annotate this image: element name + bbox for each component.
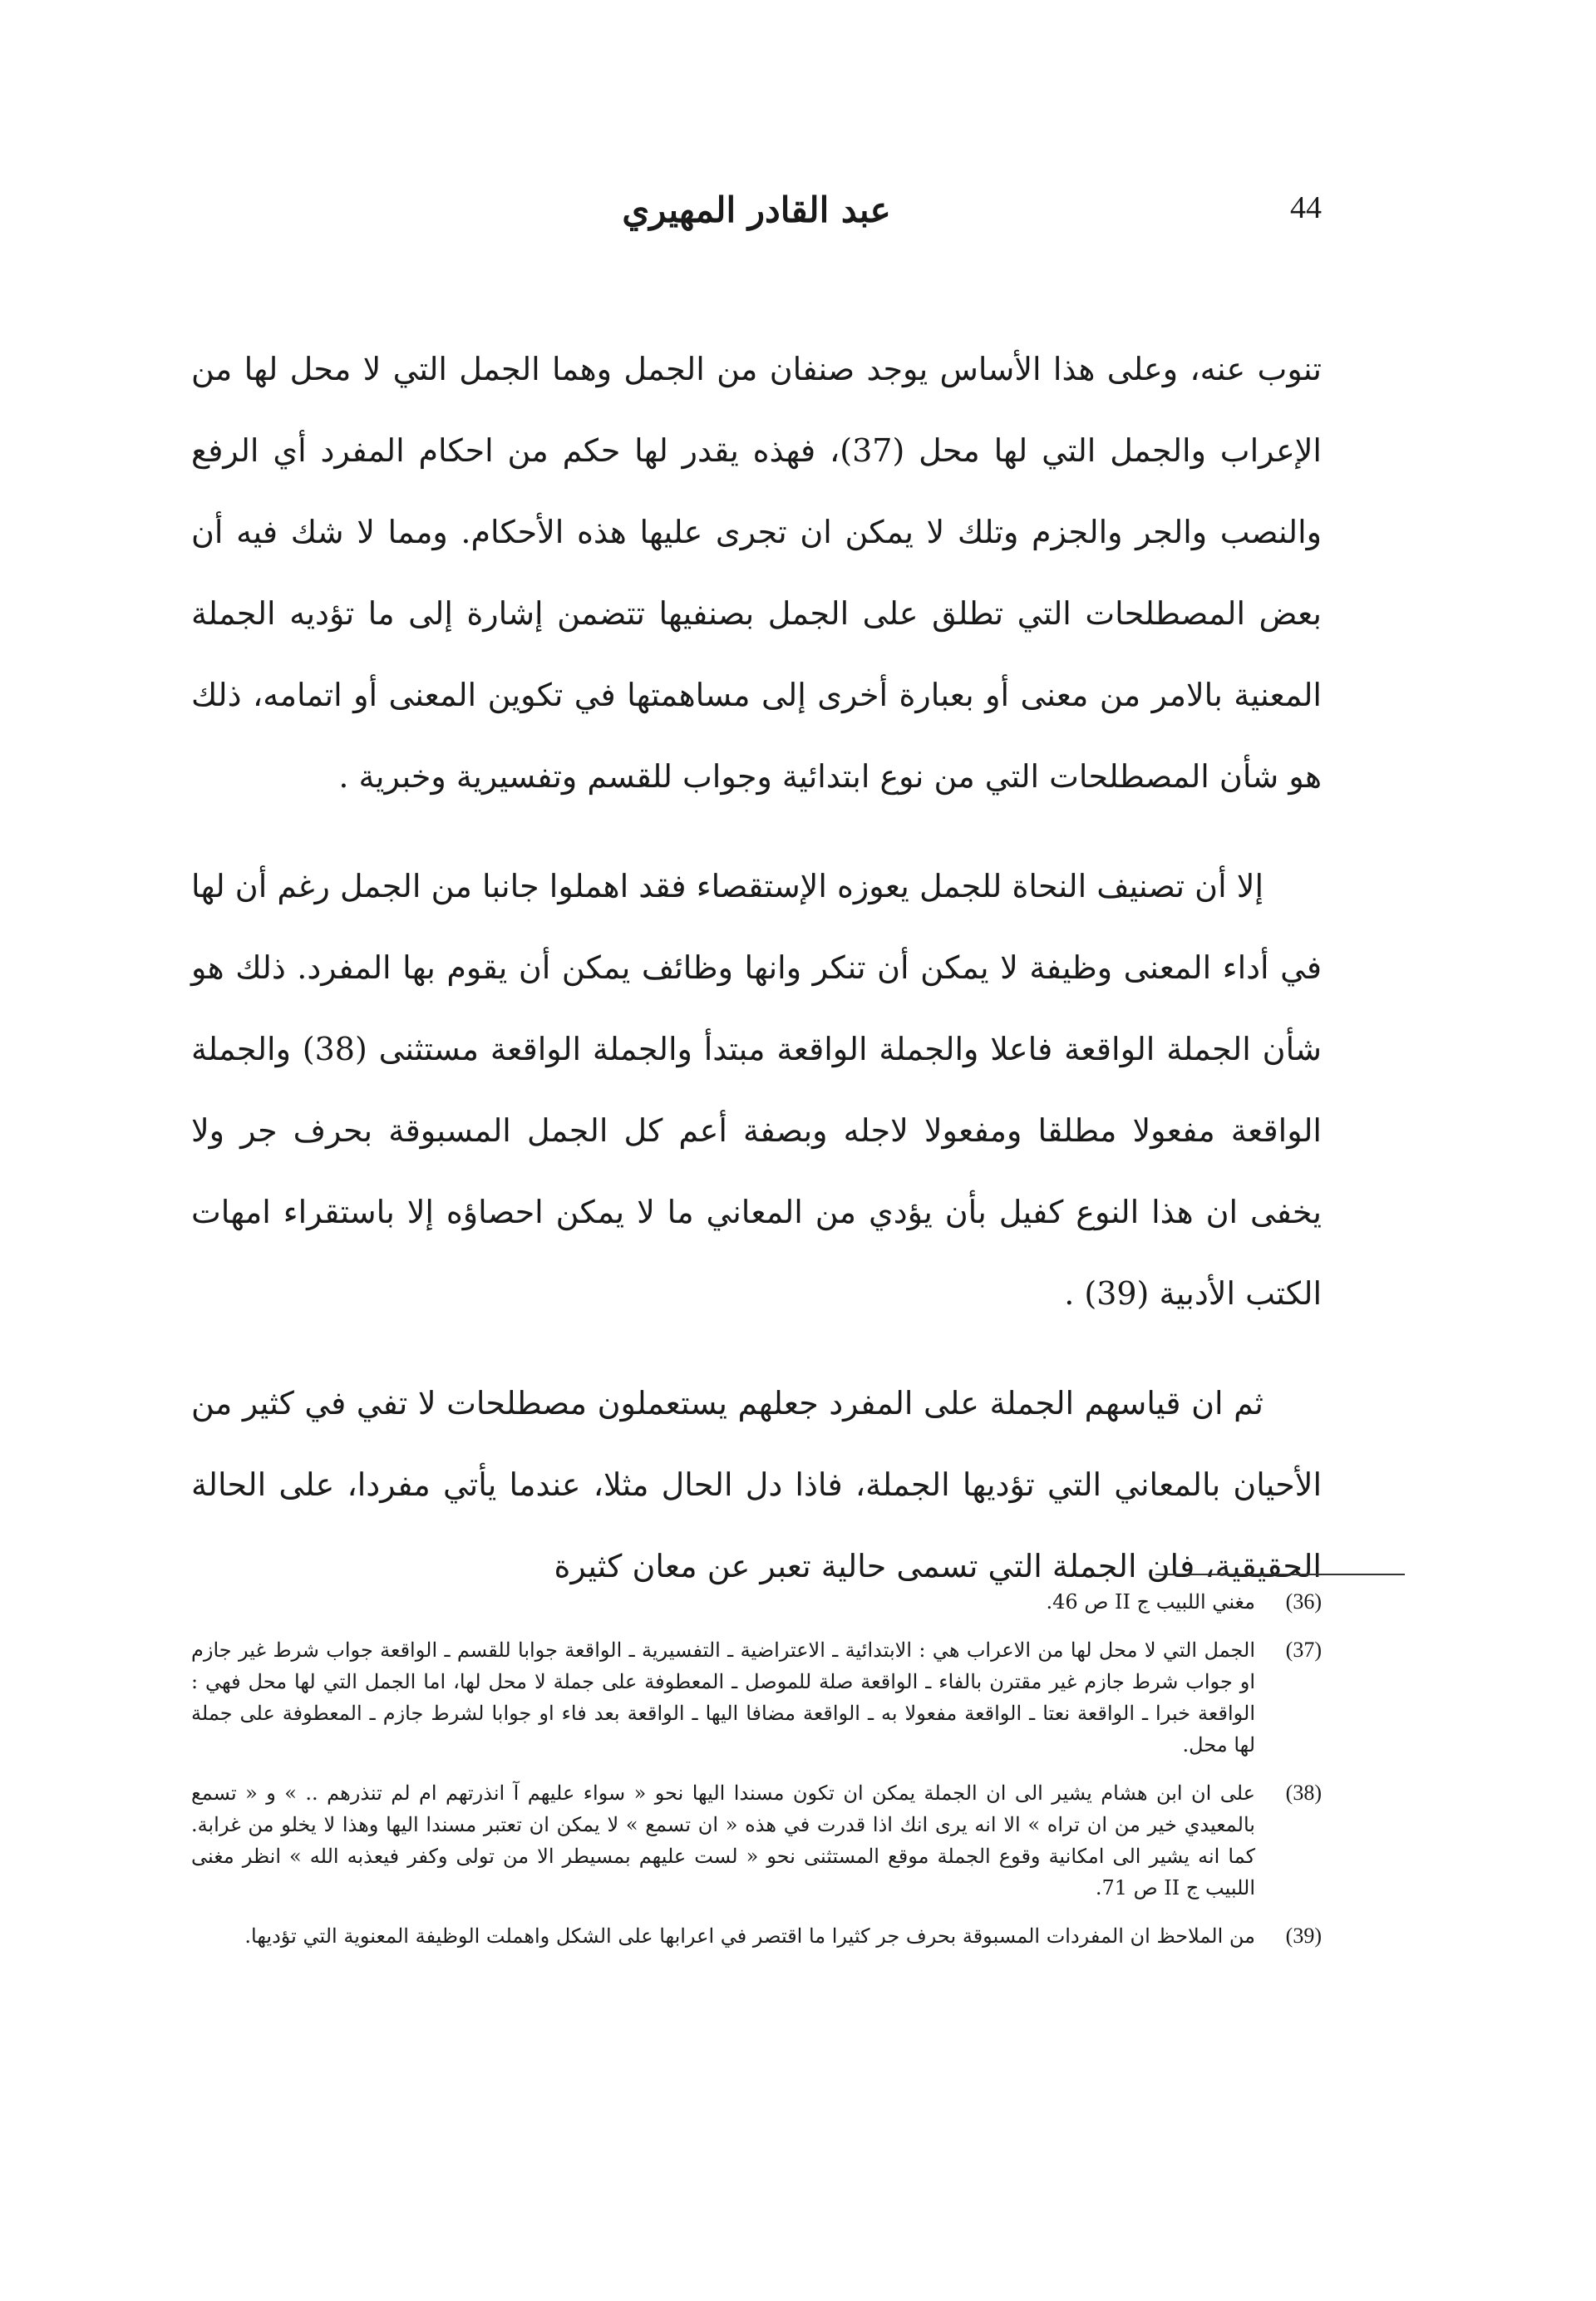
footnote-number: (38)	[1285, 1781, 1322, 1805]
footnote-text: على ان ابن هشام يشير الى ان الجملة يمكن ان تكون مسندا اليها نحو « سواء عليهم آ انذرتهم ام لم تنذرهم .. » و « تسمع بالمعيدي خير من ان تراه » الا انه يرى انك اذا قدرت في هذه « ان تسمع » لا يمكن ان تعتبر مسندا اليها وهذا لا يخلو من غرابة. كما انه يشير الى امكانية وقوع الجملة موقع المستثنى نحو « لست عليهم بمسيطر الا من تولى وكفر فيعذبه الله » انظر مغنى اللبيب ج II ص 71.	[191, 1781, 1255, 1899]
body-text	[191, 328, 1322, 1607]
paragraph-2: إلا أن تصنيف النحاة للجمل يعوزه الإستقصاء فقد اهملوا جانبا من الجمل رغم أن لها في أداء المعنى وظيفة لا يمكن أن تنكر وانها وظائف يمكن أن يقوم بها المفرد. ذلك هو شأن الجملة الواقعة فاعلا والجملة الواقعة مبتدأ والجملة الواقعة مستثنى (38) والجملة الواقعة مفعولا مطلقا ومفعولا لاجله وبصفة أعم كل الجمل المسبوقة بحرف جر ولا يخفى ان هذا النوع كفيل بأن يؤدي من المعاني ما لا يمكن احصاؤه إلا باستقراء امهات الكتب الأدبية (39) .	[191, 868, 1322, 1312]
footnote-text: مغني اللبيب ج II ص 46.	[1046, 1590, 1255, 1614]
running-title: عبد القادر المهيري	[622, 190, 891, 230]
paragraph-3: ثم ان قياسهم الجملة على المفرد جعلهم يستعملون مصطلحات لا تفي في كثير من الأحيان بالمعاني التي تؤديها الجملة، فاذا دل الحال مثلا، عندما يأتي مفردا، على الحالة الحقيقية، فان الجملة التي تسمى حالية تعبر عن معان كثيرة	[191, 1385, 1322, 1584]
footnote-number: (36)	[1285, 1589, 1322, 1614]
running-head	[191, 190, 1322, 248]
footnote-divider	[1155, 1574, 1405, 1575]
footnotes	[191, 1586, 1322, 1968]
footnote-39	[191, 1920, 1322, 1952]
footnote-text: من الملاحظ ان المفردات المسبوقة بحرف جر كثيرا ما اقتصر في اعرابها على الشكل واهملت الوظيفة المعنوية التي تؤديها.	[244, 1924, 1255, 1948]
footnote-number: (39)	[1285, 1924, 1322, 1948]
footnote-37	[191, 1634, 1322, 1761]
footnote-text: الجمل التي لا محل لها من الاعراب هي : الابتدائية ـ الاعتراضية ـ التفسيرية ـ الواقعة جوابا للقسم ـ الواقعة جواب شرط غير جازم او جواب شرط جازم غير مقترن بالفاء ـ الواقعة صلة للموصل ـ المعطوفة على جملة لا محل لها، اما الجمل التي لها محل فهي : الواقعة خبرا ـ الواقعة نعتا ـ الواقعة مفعولا به ـ الواقعة مضافا اليها ـ الواقعة بعد فاء او جوابا لشرط جازم ـ المعطوفة على جملة لها محل.	[191, 1638, 1255, 1757]
page-number: 44	[1290, 190, 1322, 225]
paragraph-1: تنوب عنه، وعلى هذا الأساس يوجد صنفان من الجمل وهما الجمل التي لا محل لها من الإعراب والجمل التي لها محل (37)، فهذه يقدر لها حكم من احكام المفرد أي الرفع والنصب والجر والجزم وتلك لا يمكن ان تجرى عليها هذه الأحكام. ومما لا شك فيه أن بعض المصطلحات التي تطلق على الجمل بصنفيها تتضمن إشارة إلى ما تؤديه الجملة المعنية بالامر من معنى أو بعبارة أخرى إلى مساهمتها في تكوين المعنى أو اتمامه، ذلك هو شأن المصطلحات التي من نوع ابتدائية وجواب للقسم وتفسيرية وخبرية .	[191, 351, 1322, 795]
footnote-number: (37)	[1285, 1638, 1322, 1662]
footnote-38	[191, 1777, 1322, 1904]
footnote-36	[191, 1586, 1322, 1618]
